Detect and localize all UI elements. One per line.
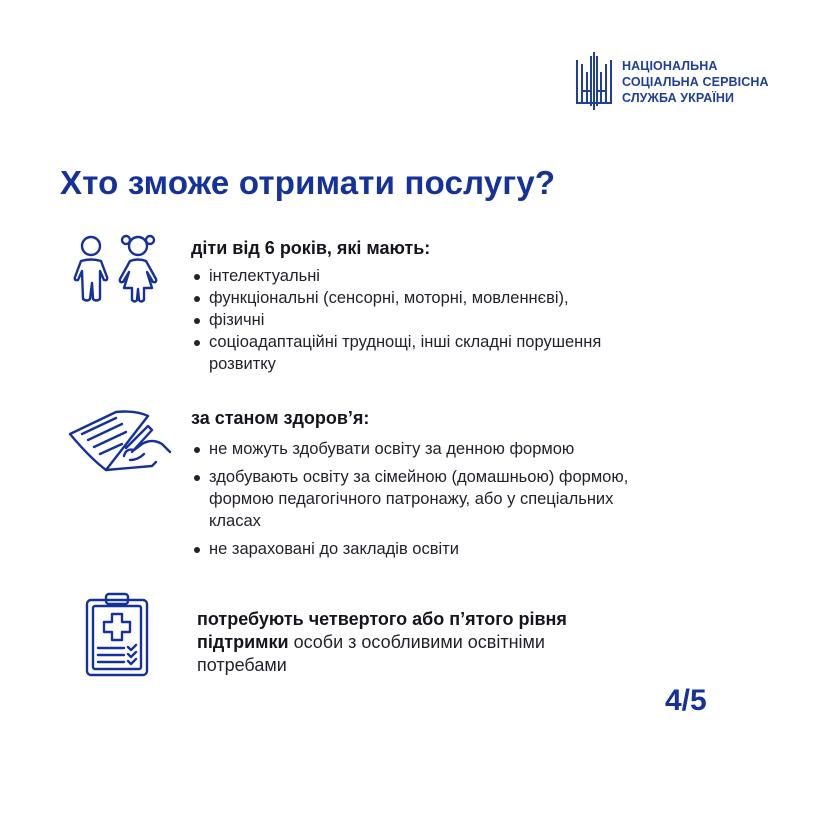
children-icon (66, 233, 166, 305)
list-item: здобувають освіту за сімейною (домашньою) формою, формою педагогічного патронажу, або у спеціальних класах (191, 466, 649, 532)
bullet-list (191, 265, 609, 375)
section-heading: діти від 6 років, які мають: (191, 238, 431, 258)
section-heading: за станом здоров’я: (191, 408, 370, 428)
logo-line: СОЦІАЛЬНА СЕРВІСНА (622, 75, 769, 89)
list-item: інтелектуальні (191, 265, 609, 287)
support-level-text (197, 608, 627, 677)
support-rest: особи з особливими освітніми потребами (197, 632, 545, 675)
page-number: 4/5 (665, 684, 707, 717)
list-item: не зараховані до закладів освіти (191, 538, 649, 560)
list-item: фізичні (191, 309, 609, 331)
writing-book-icon (66, 404, 176, 484)
support-bold: потребують четвертого або п’ятого рівня підтримки (197, 609, 567, 652)
logo-line: СЛУЖБА УКРАЇНИ (622, 91, 735, 105)
list-item: не можуть здобувати освіту за денною формою (191, 438, 649, 460)
bullet-list (191, 438, 649, 560)
section-health (191, 408, 649, 566)
list-item: функціональні (сенсорні, моторні, мовленнєві), (191, 287, 609, 309)
logo-text (622, 58, 769, 106)
nssu-logo (574, 52, 769, 112)
trident-logo-icon (574, 52, 614, 112)
section-children (191, 238, 609, 375)
page-title: Хто зможе отримати послугу? (60, 164, 556, 201)
list-item: соціоадаптаційні труднощі, інші складні порушення розвитку (191, 331, 609, 375)
logo-line: НАЦІОНАЛЬНА (622, 59, 718, 73)
medical-clipboard-icon (84, 590, 150, 678)
